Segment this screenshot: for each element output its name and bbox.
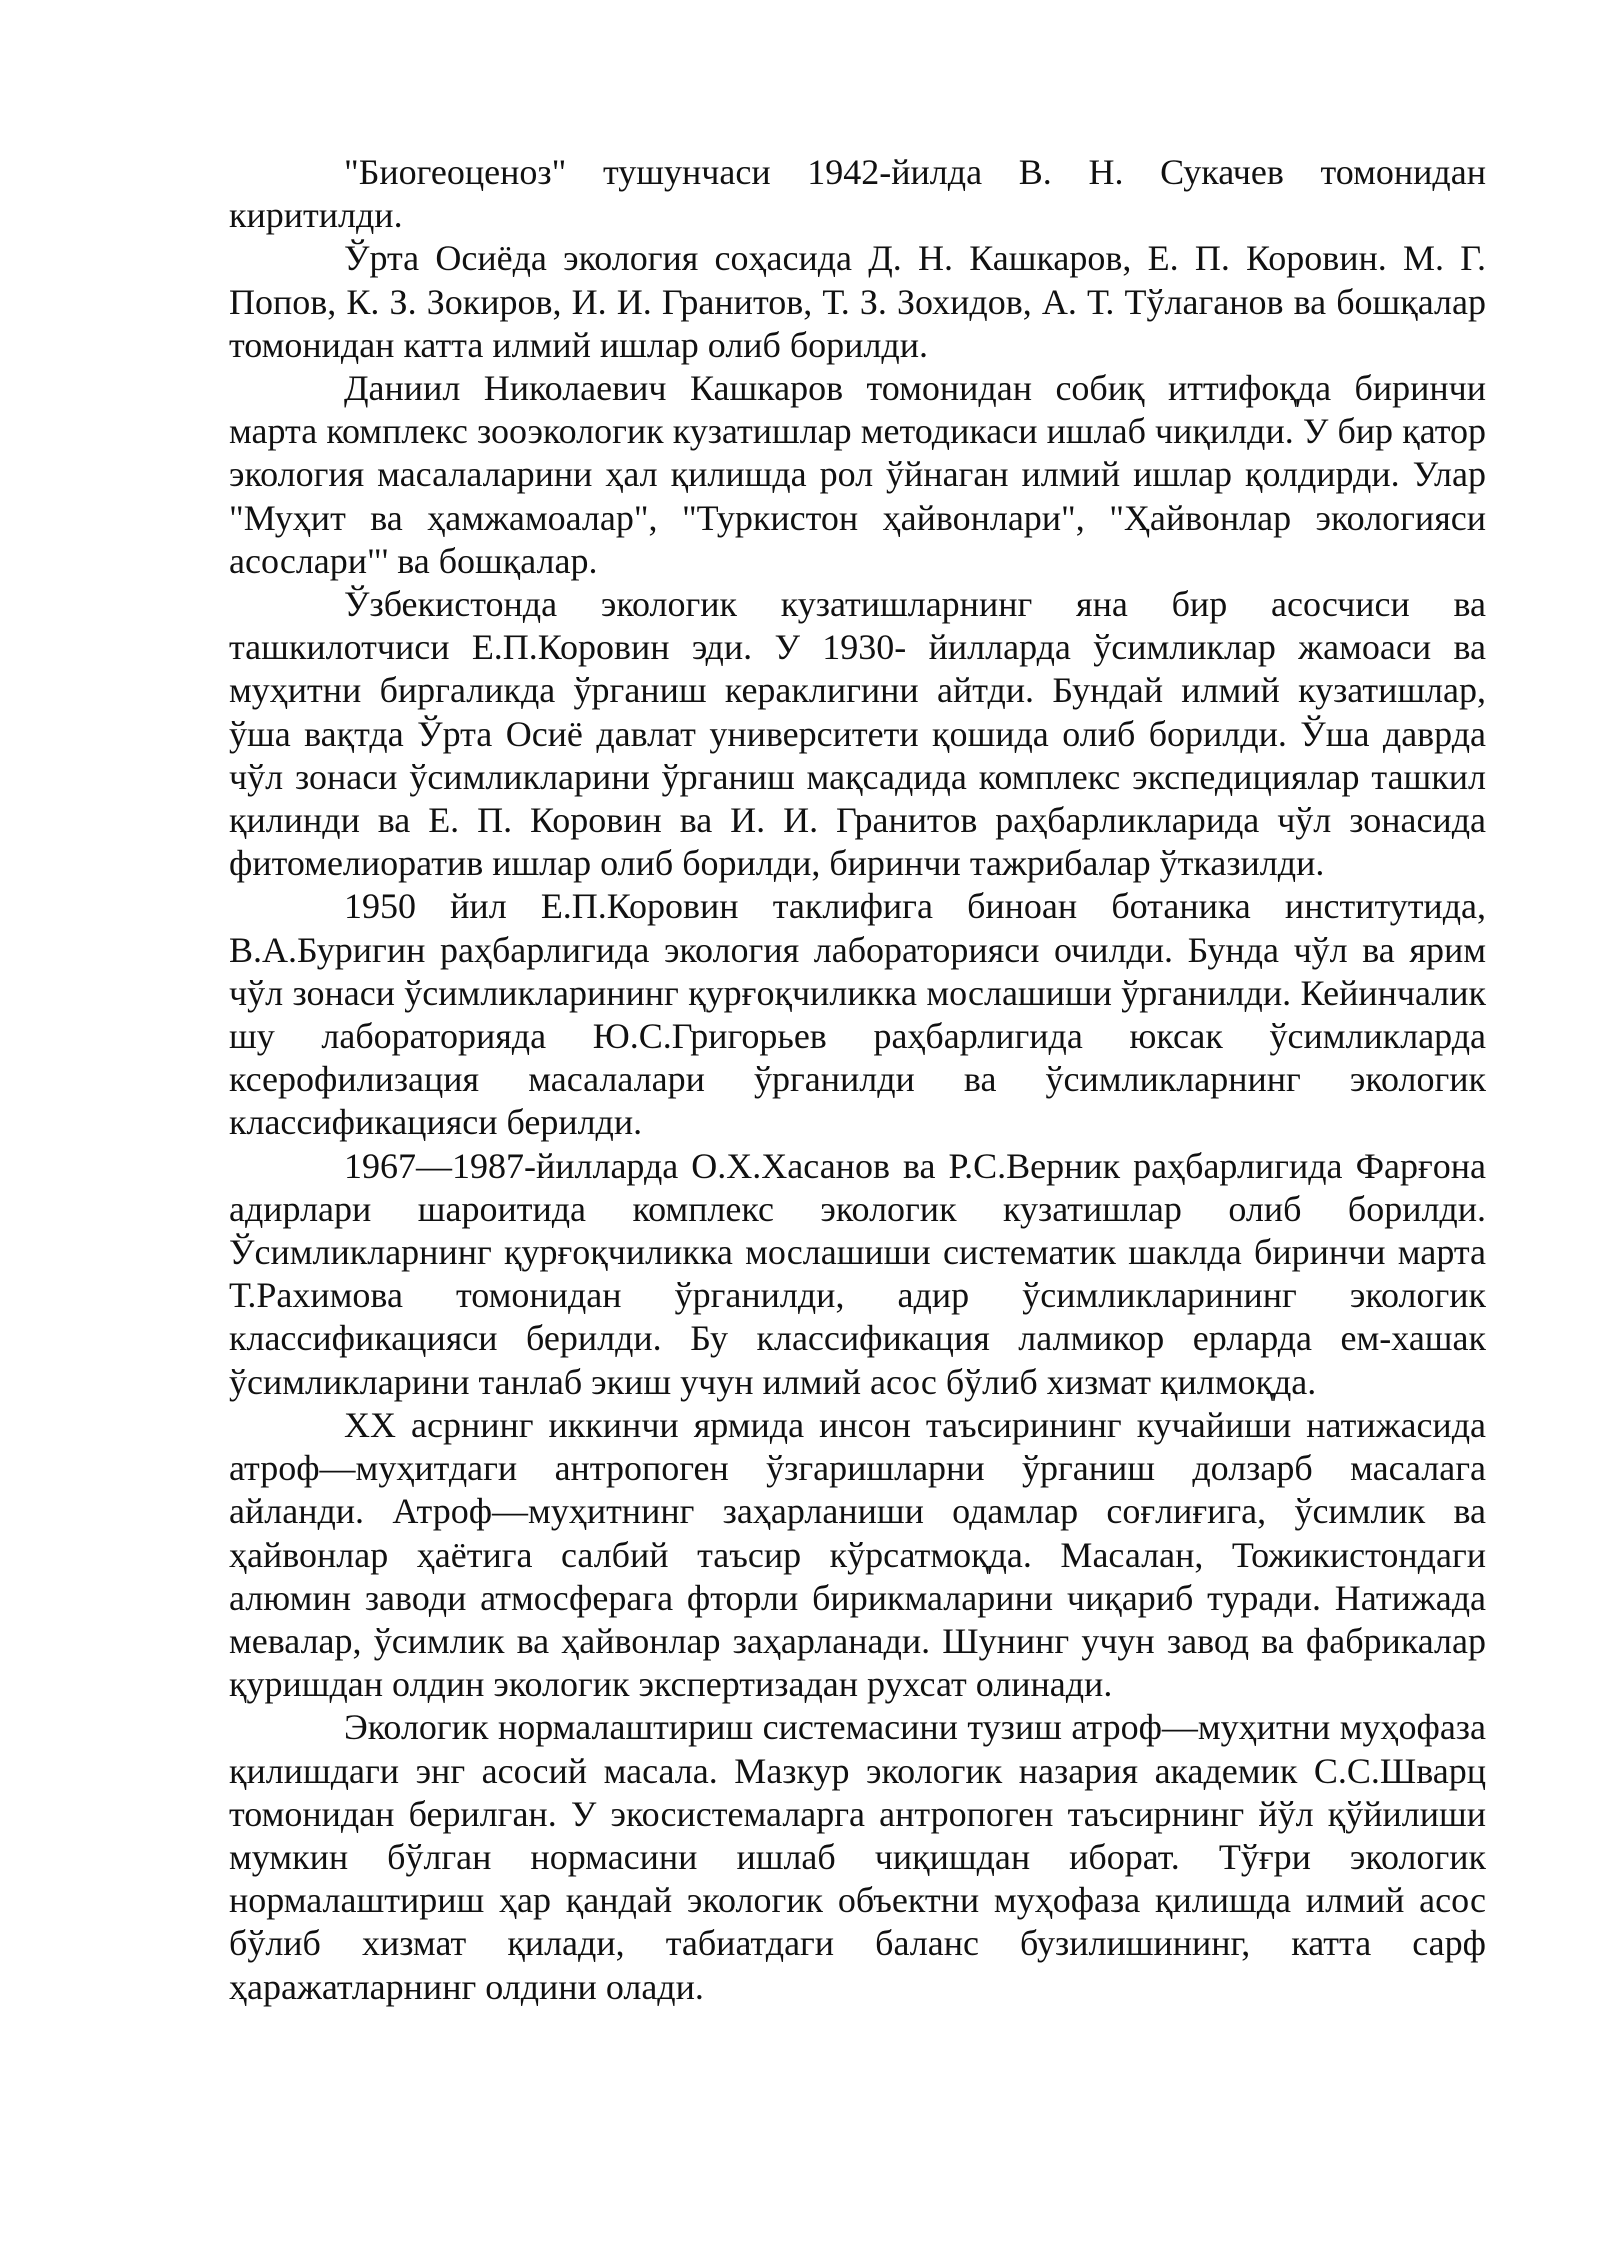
document-body [229,151,1486,2009]
paragraph-ecological-normalization: Экологик нормалаштириш системасини тузиш атроф—муҳитни муҳофаза қилишдаги энг асосий масала. Мазкур экологик назария академик С.С.Шварц томонидан берилган. У экосистемаларга антропоген таъсирнинг йўл қўйилиши мумкин бўлган нормасини ишлаб чиқишдан иборат. Тўғри экологик нормалаштириш ҳар қандай экологик объектни муҳофаза қилишда илмий асос бўлиб хизмат қилади, табиатдаги баланс бузилишининг, катта сарф ҳаражатларнинг олдини олади. [229,1707,1486,2007]
paragraph-botany-institute-lab: 1950 йил Е.П.Коровин таклифига биноан ботаника институтида, В.А.Буригин раҳбарлигида экология лабораторияси очилди. Бунда чўл ва ярим чўл зонаси ўсимликларининг қурғоқчиликка мослашиши ўрганилди. Кейинчалик шу лабораторияда Ю.С.Григорьев раҳбарлигида юксак ўсимликларда ксерофилизация масалалари ўрганилди ва ўсимликларнинг экологик классификацияси берилди. [229,886,1486,1143]
paragraph-fergana-research: 1967—1987-йилларда О.Х.Хасанов ва Р.С.Верник раҳбарлигида Фарғона адирлари шароитида комплекс экологик кузатишлар олиб борилди. Ўсимликларнинг қурғоқчиликка мослашиши систематик шаклда биринчи марта Т.Рахимова томонидан ўрганилди, адир ўсимликларининг экологик классификацияси берилди. Бу классификация лалмикор ерларда ем-хашак ўсимликларини танлаб экиш учун илмий асос бўлиб хизмат қилмоқда. [229,1145,1486,1402]
paragraph-anthropogenic-changes: XX асрнинг иккинчи ярмида инсон таъсирининг кучайиши натижасида атроф—муҳитдаги антропоген ўзгаришларни ўрганиш долзарб масалага айланди. Атроф—муҳитнинг заҳарланиши одамлар соғлиғига, ўсимлик ва ҳайвонлар ҳаётига салбий таъсир кўрсатмоқда. Масалан, Тожикистондаги алюмин заводи атмосферага фторли бирикмаларини чиқариб туради. Натижада мевалар, ўсимлик ва ҳайвонлар заҳарланади. Шунинг учун завод ва фабрикалар қуришдан олдин экологик экспертизадан рухсат олинади. [229,1404,1486,1705]
paragraph-korovin: Ўзбекистонда экологик кузатишларнинг яна бир асосчиси ва ташкилотчиси Е.П.Коровин эди. У 1930- йилларда ўсимликлар жамоаси ва муҳитни биргаликда ўрганиш кераклигини айтди. Бундай илмий кузатишлар, ўша вақтда Ўрта Осиё давлат университети қошида олиб борилди. Ўша даврда чўл зонаси ўсимликларини ўрганиш мақсадида комплекс экспедициялар ташкил қилинди ва Е. П. Коровин ва И. И. Гранитов раҳбарликларида чўл зонасида фитомелиоратив ишлар олиб борилди, биринчи тажрибалар ўтказилди. [229,584,1486,884]
paragraph-biogeocenosis: "Биогеоценоз" тушунчаси 1942-йилда В. Н. Сукачев томонидан киритилди. [229,152,1486,236]
paragraph-central-asia-ecology: Ўрта Осиёда экология соҳасида Д. Н. Кашкаров, Е. П. Коровин. М. Г. Попов, К. З. Зокиров, И. И. Гранитов, Т. З. Зохидов, А. Т. Тўлаганов ва бошқалар томонидан катта илмий ишлар олиб борилди. [229,238,1486,365]
paragraph-kashkarov: Даниил Николаевич Кашкаров томонидан собиқ иттифоқда биринчи марта комплекс зооэкологик кузатишлар методикаси ишлаб чиқилди. У бир қатор экология масалаларини ҳал қилишда рол ўйнаган илмий ишлар қолдирди. Улар "Муҳит ва ҳамжамоалар", "Туркистон ҳайвонлари", "Ҳайвонлар экологияси асослари"' ва бошқалар. [229,368,1486,581]
